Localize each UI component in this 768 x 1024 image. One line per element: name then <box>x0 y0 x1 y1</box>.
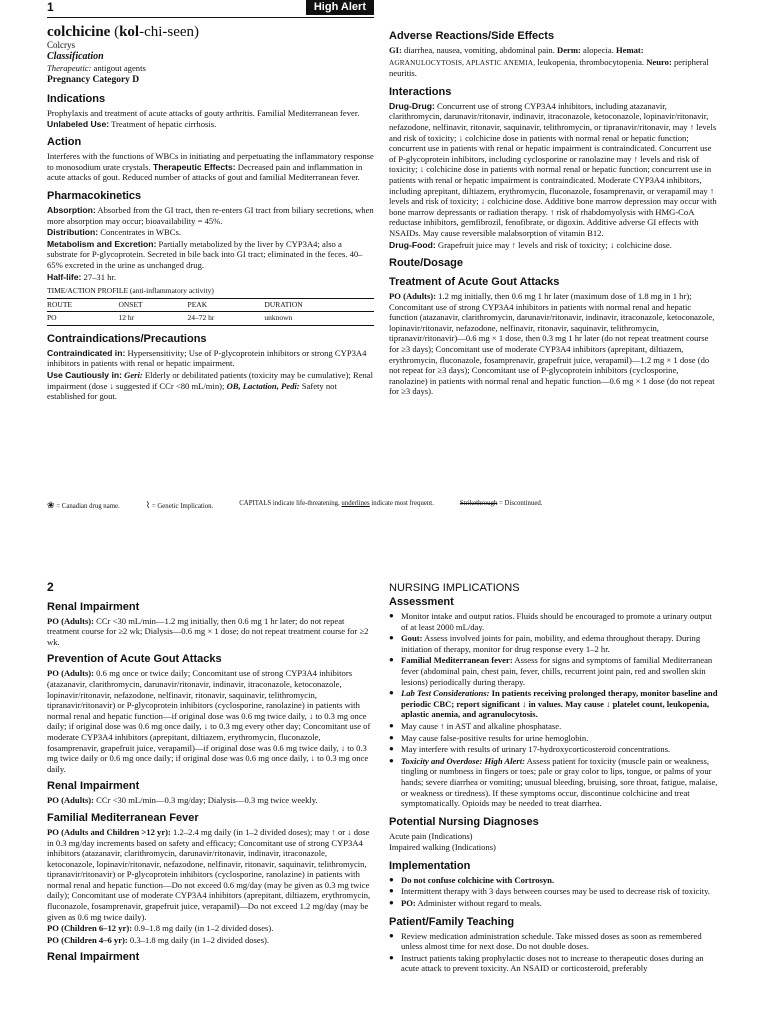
assessment-list <box>389 611 719 809</box>
drug-title <box>47 24 374 40</box>
diagnosis-item: Acute pain (Indications) <box>389 830 473 841</box>
legend-canadian: ❀ = Canadian drug name. <box>47 500 120 510</box>
list-item: ● Intermittent therapy with 3 days between courses may be used to decrease risk of toxicity. <box>389 886 719 897</box>
therapeutic-class: Therapeutic: antigout agents <box>47 62 146 73</box>
drug-food-text: Drug-Food: Grapefruit juice may ↑ levels and risk of toxicity; ↓ colchicine dose. <box>389 239 672 250</box>
pregnancy-category: Pregnancy Category D <box>47 75 140 86</box>
section-action: Action <box>47 136 82 149</box>
list-item: ● Lab Test Considerations: In patients receiving prolonged therapy, monitor baseline and periodic CBC; report significant ↓ in values. May cause ↓ platelet count, leukopenia, aplastic anemia, and agranulocytosis. <box>389 688 719 720</box>
table-cell: PO <box>47 312 118 326</box>
page-2-left-column <box>47 582 374 966</box>
legend-genetic: ⌇ = Genetic Implication. <box>145 500 214 510</box>
table-cell: 24–72 hr <box>188 312 265 326</box>
page-2-right-column <box>389 582 719 975</box>
section-patient-teaching: Patient/Family Teaching <box>389 915 515 928</box>
halflife-text: Half-life: 27–31 hr. <box>47 271 116 282</box>
drug-name: colchicine <box>47 23 111 40</box>
caution-text: Use Cautiously in: Geri: Elderly or debilitated patients (toxicity may be cumulative); Renal impairment (dose ↓ suggested if CCr <80 mL/min); OB, Lactation, Pedi: Safety not established for gout. <box>47 370 374 402</box>
high-alert-badge: High Alert <box>306 0 374 15</box>
table-header: ROUTE <box>47 298 118 312</box>
page-1-right-column <box>389 30 719 398</box>
legend-bar <box>47 500 727 511</box>
list-item: ● Review medication administration schedule. Take missed doses as soon as remembered unless almost time for next dose. Do not double doses. <box>389 931 719 952</box>
dna-helix-icon: ⌇ <box>145 500 151 510</box>
page-number: 1 <box>47 0 54 14</box>
section-pharmacokinetics: Pharmacokinetics <box>47 189 142 202</box>
teaching-list <box>389 931 719 974</box>
table-cell: 12 hr <box>118 312 187 326</box>
subsection-prevention: Prevention of Acute Gout Attacks <box>47 653 222 666</box>
subsection-acute-gout: Treatment of Acute Gout Attacks <box>389 276 560 289</box>
subsection-renal-impairment: Renal Impairment <box>47 951 140 964</box>
list-item: ● May interfere with results of urinary 17-hydroxycorticosteroid concentrations. <box>389 744 719 755</box>
section-contraindications: Contraindications/Precautions <box>47 332 207 345</box>
implementation-list <box>389 875 719 909</box>
list-item: ● Gout: Assess involved joints for pain, mobility, and edema throughout therapy. During initiation of therapy, monitor for drug response every 1–2 hr. <box>389 633 719 654</box>
table-header: ONSET <box>118 298 187 312</box>
page-number: 2 <box>47 580 54 594</box>
page-2 <box>0 570 768 1024</box>
list-item: ● May cause false-positive results for urine hemoglobin. <box>389 733 719 744</box>
subsection-renal-impairment: Renal Impairment <box>47 600 140 613</box>
table-row <box>47 312 374 326</box>
fmf-dosage-text: PO (Adults and Children >12 yr): 1.2–2.4 mg daily (in 1–2 divided doses); may ↑ or ↓ dose in 0.3 mg/day increments based on safety and efficacy; Concomitant use of strong CYP3A4 inhibitors (atazanavir, clarithromycin, darunavir/ritonavir, indinavir, itraconazole, ketoconazole, lopinavir/ritonavir, nefazodone, nelfinavir, ritonavir, saquinavir, telithromycin, tipranavir/ritonavir) or P-glycoprotein inhibitors (cyclosporine, ranolazine) in patients with normal renal and hepatic function—Do not exceed 0.6 mg/day (may be given as 0.3 mg twice daily); Concomitant use of moderate CYP3A4 inhibitors (aprepitant, diltiazem, erythromycin, fluconazole, fosamprenavir, grapefruit juice, verapamil)—Do not exceed 1.2 mg/day (may be given as 0.6 mg twice daily). <box>47 826 371 922</box>
section-nursing-diagnoses: Potential Nursing Diagnoses <box>389 815 539 828</box>
list-item: ● Do not confuse colchicine with Cortrosyn. <box>389 875 719 886</box>
indications-text: Prophylaxis and treatment of acute attacks of gouty arthritis. Familial Mediterranean fever. Unlabeled Use: Treatment of hepatic cirrhosis. <box>47 107 360 129</box>
section-implementation: Implementation <box>389 859 471 872</box>
list-item: ● Instruct patients taking prophylactic doses not to increase to therapeutic doses during an acute attack to prevent toxicity. An NSAID or corticosteroid, preferably <box>389 953 719 974</box>
list-item: ● Monitor intake and output ratios. Fluids should be encouraged to promote a urinary output of at least 2000 mL/day. <box>389 611 719 632</box>
action-text: Interferes with the functions of WBCs in initiating and perpetuating the inflammatory response to monosodium urate crystals. Therapeutic Effects: Decreased pain and inflammation in acute attacks of gout. Reduced number of attacks of gout and familial Mediterranean fever. <box>47 151 374 183</box>
fmf-child-dosage: PO (Children 4–6 yr): 0.3–1.8 mg daily (in 1–2 divided doses). <box>47 934 270 945</box>
list-item: ● Familial Mediterranean fever: Assess for signs and symptoms of familial Mediterranean fever (abdominal pain, chest pain, fever, chills, recurrent joint pain, red and swollen skin lesions) periodically during therapy. <box>389 655 719 687</box>
section-assessment: Assessment <box>389 596 454 608</box>
adverse-text: GI: diarrhea, nausea, vomiting, abdominal pain. Derm: alopecia. Hemat: AGRANULOCYTOSIS, APLASTIC ANEMIA, leukopenia, thrombocytopenia. Neuro: peripheral neuritis. <box>389 45 709 79</box>
absorption-text: Absorption: Absorbed from the GI tract, then re-enters GI tract from biliary secretions, when more absorption may occur; bioavailability = 45%. <box>47 204 374 226</box>
list-item: ● May cause ↑ in AST and alkaline phosphatase. <box>389 721 719 732</box>
list-item: ● Toxicity and Overdose: High Alert: Assess patient for toxicity (muscle pain or weakness, tingling or numbness in fingers or toes; pale or gray color to lips, tongue, or palms of your hands; severe diarrhea or vomiting; unusual bleeding, bruising, sore throat, fatigue, malaise, or weakness or tiredness). If these symptoms occur, discontinue colchicine and treat symptomatically. Opioids may be needed to treat diarrhea. <box>389 756 719 809</box>
legend-capitals: CAPITALS indicate life-threatening, underlines indicate most frequent. <box>239 500 434 507</box>
subsection-renal-impairment: Renal Impairment <box>47 780 140 793</box>
renal-dosage-text: PO (Adults): CCr <30 mL/min—1.2 mg initially, then 0.6 mg 1 hr later; do not repeat treatment course for ≥2 wk; Dialysis—0.6 mg × 1 dose; do not repeat treatment course for ≥2 wk. <box>47 615 369 647</box>
distribution-text: Distribution: Concentrates in WBCs. <box>47 227 181 238</box>
trade-name: Colcrys <box>47 39 75 50</box>
page-header <box>47 0 374 18</box>
drug-drug-text: Drug-Drug: Concurrent use of strong CYP3A4 inhibitors, including atazanavir, clarithromycin, darunavir/ritonavir, indinavir, itraconazole, ketoconazole, lopinavir/ritonavir, nefazodone, nelfinavir, ritonavir, saquinavir, telithromycin, or tipranavir/ritonavir, may ↑ levels and risk of toxicity; ↓ colchicine dose in patients with normal renal or hepatic function; concurrent use in patients with renal or hepatic impairment is contraindicated. Concurrent use of P-glycoprotein inhibitors, including cyclosporine or ranolazine may ↑ levels and risk of toxicity; ↓ colchicine dose in patients with normal renal or hepatic function; concurrent use in patients with renal or hepatic impairment is contraindicated. Moderate CYP3A4 inhibitors, including aprepitant, diltiazem, erythromycin, fluconazole, fosamprenavir, or verapamil may ↑ levels and risk of toxicity; ↓ colchicine dose. Additive bone marrow depression may occur with bone marrow depressants or radiation therapy. ↑ risk of rhabdomyolysis with HMG-CoA reductase inhibitors, gemfibrozil, fenofibrate, or digoxin. Additive adverse GI effects with NSAIDs. May cause reversible malabsorption of vitamin B12. <box>389 100 717 238</box>
prevention-dosage-text: PO (Adults): 0.6 mg once or twice daily; Concomitant use of strong CYP3A4 inhibitors (atazanavir, clarithromycin, darunavir/ritonavir, indinavir, itraconazole, ketoconazole, lopinavir/ritonavir, nefazodone, nelfinavir, ritonavir, saquinavir, telithromycin, tipranavir/ritonavir) or P-glycoprotein inhibitors (cyclosporine, ranolazine) in patients with normal renal and hepatic function—if original dose was 0.6 mg twice daily, ↓ to 0.3 mg once daily; if original dose was 0.6 mg once daily, ↓ to 0.3 mg every other day; Concomitant use of moderate CYP3A4 inhibitors (aprepitant, diltiazem, erythromycin, fluconazole, fosamprenavir, grapefruit juice, verapamil)—if original dose was 0.6 mg twice daily, ↓ to 0.3 mg twice daily or 0.6 mg once daily; if original dose was 0.6 mg once daily, ↓ to 0.3 mg once daily. <box>47 668 371 774</box>
legend-strikethrough: Strikethrough = Discontinued. <box>459 500 543 507</box>
section-adverse-reactions: Adverse Reactions/Side Effects <box>389 30 555 42</box>
nursing-implications-title: NURSING IMPLICATIONS <box>389 582 520 594</box>
renal-dosage-text: PO (Adults): CCr <30 mL/min—0.3 mg/day; Dialysis—0.3 mg twice weekly. <box>47 795 318 806</box>
fmf-child-dosage: PO (Children 6–12 yr): 0.9–1.8 mg daily (in 1–2 divided doses). <box>47 923 274 934</box>
page-1-left-column <box>47 0 374 403</box>
metabolism-text: Metabolism and Excretion: Partially metabolized by the liver by CYP3A4; also a substrate for P-glycoprotein. Secreted in bile back into GI tract; eliminated in the feces. 40–65% excreted in the urine as unchanged drug. <box>47 238 363 270</box>
contraindicated-text: Contraindicated in: Hypersensitivity; Use of P-glycoprotein inhibitors or strong CYP3A4 inhibitors in patients with renal or hepatic impairment. <box>47 347 367 369</box>
section-indications: Indications <box>47 92 106 105</box>
maple-leaf-icon: ❀ <box>47 500 55 510</box>
list-item: ● PO: Administer without regard to meals. <box>389 898 719 909</box>
subsection-fmf: Familial Mediterranean Fever <box>47 811 199 824</box>
pronunciation: (kol-chi-seen) <box>110 23 200 40</box>
section-interactions: Interactions <box>389 85 452 98</box>
table-cell: unknown <box>264 312 374 326</box>
diagnosis-item: Impaired walking (Indications) <box>389 842 496 853</box>
acute-gout-dosage: PO (Adults): 1.2 mg initially, then 0.6 mg 1 hr later (maximum dose of 1.8 mg in 1 hr); Concomitant use of strong CYP3A4 inhibitors in patients with normal renal and hepatic function (atazanavir, clarithromycin, darunavir/ritonavir, indinavir, itraconazole, ketoconazole, lopinavir/ritonavir, nefazodone, nelfinavir, ritonavir, saquinavir, telithromycin, tipranavir/ritonavir)—0.6 mg × 1 dose, then 0.3 mg 1 hr later (do not repeat treatment course for ≥3 days); Concomitant use of moderate CYP3A4 inhibitors (aprepitant, diltiazem, erythromycin, fluconazole, fosamprenavir, grapefruit juice, verapamil)—1.2 mg × 1 dose (do not repeat for ≥3 days); Concomitant use of P-glycoprotein inhibitors (cyclosporine, ranolazine) in patients with normal renal and hepatic function—0.6 mg × 1 dose (do not repeat for ≥3 days). <box>389 291 715 397</box>
table-header: DURATION <box>264 298 374 312</box>
section-route-dosage: Route/Dosage <box>389 257 463 270</box>
classification-label: Classification <box>47 51 104 63</box>
table-header: PEAK <box>188 298 265 312</box>
time-action-table <box>47 298 374 326</box>
time-action-caption: TIME/ACTION PROFILE (anti-inflammatory activity) <box>47 286 214 296</box>
